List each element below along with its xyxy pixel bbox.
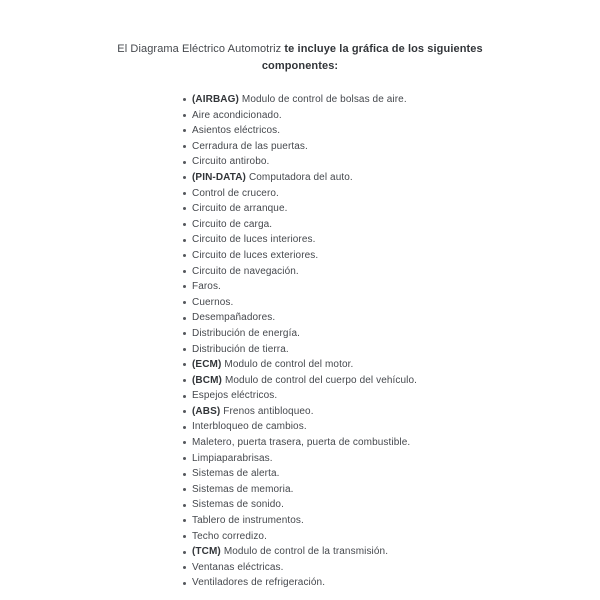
- bullet-icon: [183, 223, 186, 226]
- list-item-text: Frenos antibloqueo.: [223, 405, 314, 417]
- bullet-icon: [183, 535, 186, 538]
- list-item-text: Cerradura de las puertas.: [192, 140, 308, 152]
- list-item: [192, 170, 417, 186]
- list-item: [192, 92, 417, 108]
- bullet-icon: [183, 519, 186, 522]
- list-item: [192, 108, 417, 124]
- bullet-icon: [183, 301, 186, 304]
- list-item-text: Modulo de control de bolsas de aire.: [241, 94, 407, 105]
- list-item-text: Desempañadores.: [192, 312, 276, 324]
- list-item-text: Circuito de carga.: [192, 218, 273, 230]
- list-item: [192, 186, 417, 202]
- list-item-text: Computadora del auto.: [248, 171, 353, 183]
- list-item-text: Modulo de control del cuerpo del vehículo.: [224, 374, 418, 386]
- bullet-icon: [183, 98, 186, 101]
- list-item-text: Circuito de arranque.: [192, 203, 288, 215]
- list-item: [192, 466, 417, 482]
- list-item-text: Distribución de tierra.: [192, 343, 289, 355]
- list-item: [192, 560, 417, 576]
- bullet-icon: [183, 395, 186, 398]
- bullet-icon: [183, 441, 186, 444]
- list-item: [192, 279, 417, 295]
- list-item-text: Asientos eléctricos.: [192, 125, 281, 137]
- title-bold-text-line2: componentes:: [261, 60, 339, 72]
- list-item: [192, 451, 417, 467]
- list-item-text: Sistemas de sonido.: [192, 499, 284, 511]
- bullet-icon: [183, 582, 186, 585]
- bullet-icon: [183, 176, 186, 179]
- list-item: [192, 217, 417, 233]
- list-item-text: Aire acondicionado.: [192, 109, 282, 121]
- bullet-icon: [183, 504, 186, 507]
- list-item-text: Circuito antirobo.: [192, 156, 270, 168]
- list-item-text: Limpiaparabrisas.: [192, 452, 273, 464]
- list-item: [192, 264, 417, 280]
- list-item-text: Sistemas de memoria.: [192, 483, 294, 495]
- list-item-text: Distribución de energía.: [192, 327, 301, 339]
- list-item-prefix: (PIN-DATA): [192, 171, 246, 183]
- bullet-icon: [183, 270, 186, 273]
- list-item: [192, 404, 417, 420]
- bullet-icon: [183, 332, 186, 335]
- list-item-prefix: (BCM): [192, 374, 222, 386]
- list-item-text: Maletero, puerta trasera, puerta de combustible.: [192, 437, 411, 449]
- list-item-text: Modulo de control de la transmisión.: [223, 546, 389, 558]
- list-item-text: Circuito de navegación.: [192, 265, 299, 277]
- list-item: [192, 139, 417, 155]
- list-item-text: Ventanas eléctricas.: [192, 561, 284, 573]
- list-item-text: Tablero de instrumentos.: [192, 515, 304, 527]
- list-item-prefix: (ABS): [192, 405, 221, 417]
- bullet-icon: [183, 363, 186, 366]
- list-item-text: Ventiladores de refrigeración.: [192, 577, 326, 589]
- list-item: [192, 154, 417, 170]
- list-item: [192, 342, 417, 358]
- list-item-text: Sistemas de alerta.: [192, 468, 280, 480]
- list-item: [192, 435, 417, 451]
- list-item: [192, 482, 417, 498]
- list-item-text: Techo corredizo.: [192, 530, 267, 542]
- bullet-icon: [183, 239, 186, 242]
- list-item: [192, 373, 417, 389]
- list-item: [192, 497, 417, 513]
- list-item-text: Circuito de luces exteriores.: [192, 249, 319, 261]
- list-item: [192, 295, 417, 311]
- list-item: [192, 529, 417, 545]
- bullet-icon: [183, 145, 186, 148]
- bullet-icon: [183, 114, 186, 117]
- bullet-icon: [183, 192, 186, 195]
- bullet-icon: [183, 348, 186, 351]
- list-item-text: Modulo de control del motor.: [224, 359, 354, 371]
- list-item: [192, 419, 417, 435]
- page-title: [0, 41, 600, 75]
- bullet-icon: [183, 161, 186, 164]
- list-item: [192, 310, 417, 326]
- list-item-text: Cuernos.: [192, 296, 234, 308]
- bullet-icon: [183, 551, 186, 554]
- bullet-icon: [183, 254, 186, 257]
- list-item: [192, 248, 417, 264]
- list-item: [192, 544, 417, 560]
- list-item-text: Circuito de luces interiores.: [192, 234, 316, 246]
- bullet-icon: [183, 457, 186, 460]
- list-item-prefix: (AIRBAG): [192, 94, 239, 105]
- bullet-icon: [183, 473, 186, 476]
- list-item: [192, 201, 417, 217]
- bullet-icon: [183, 285, 186, 288]
- bullet-icon: [183, 207, 186, 210]
- bullet-icon: [183, 410, 186, 413]
- list-item: [192, 326, 417, 342]
- list-item-text: Espejos eléctricos.: [192, 390, 278, 402]
- bullet-icon: [183, 317, 186, 320]
- bullet-icon: [183, 426, 186, 429]
- list-item: [192, 513, 417, 529]
- title-regular-text: El Diagrama Eléctrico Automotriz: [117, 43, 282, 55]
- bullet-icon: [183, 566, 186, 569]
- list-item-text: Interbloqueo de cambios.: [192, 421, 307, 433]
- bullet-icon: [183, 129, 186, 132]
- list-item: [192, 357, 417, 373]
- list-item-text: Control de crucero.: [192, 187, 279, 199]
- list-item: [192, 575, 417, 591]
- list-item-text: Faros.: [192, 281, 221, 293]
- bullet-icon: [183, 488, 186, 491]
- component-list: [192, 92, 417, 591]
- bullet-icon: [183, 379, 186, 382]
- list-item: [192, 388, 417, 404]
- list-item-prefix: (TCM): [192, 546, 221, 558]
- list-item: [192, 123, 417, 139]
- title-bold-text-line1: te incluye la gráfica de los siguientes: [284, 43, 483, 55]
- list-item: [192, 232, 417, 248]
- list-item-prefix: (ECM): [192, 359, 222, 371]
